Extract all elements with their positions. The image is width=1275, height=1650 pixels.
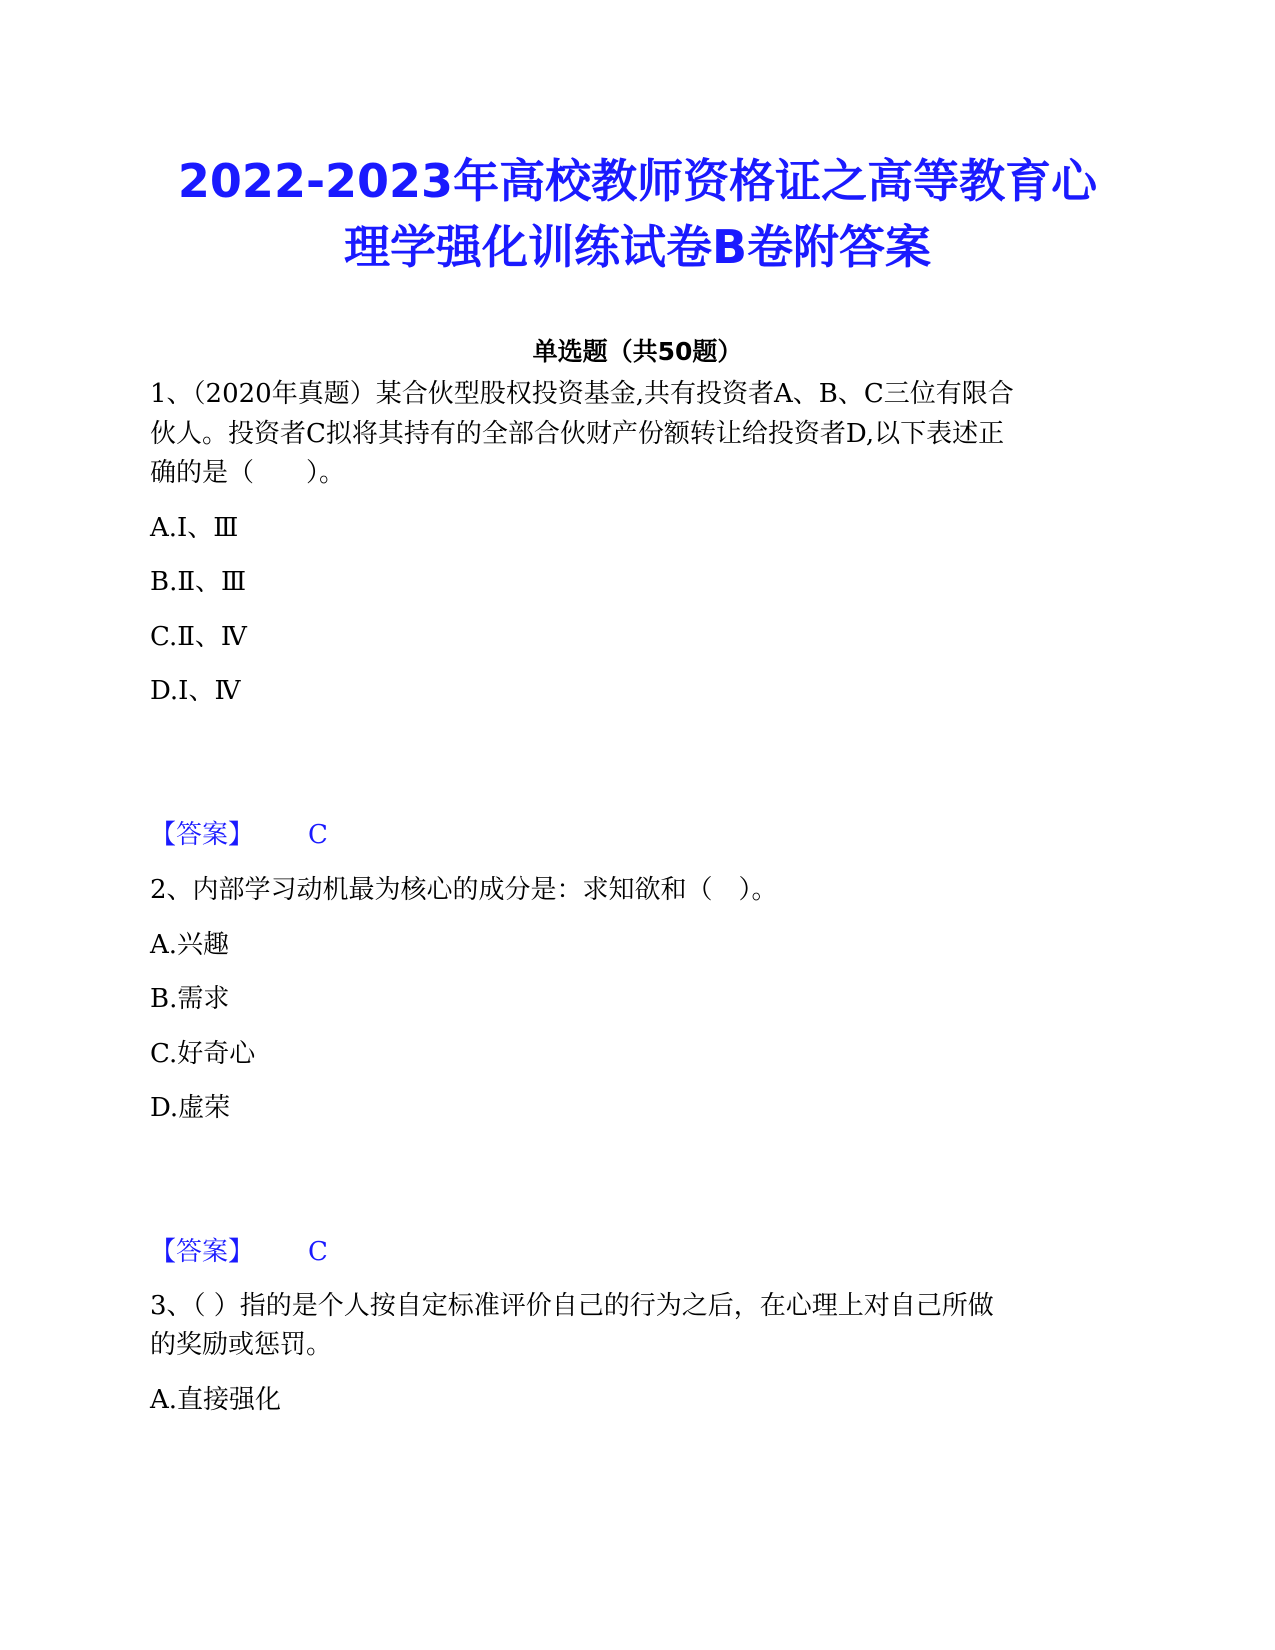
question-2-option-c: C.好奇心 — [150, 1039, 256, 1069]
question-1-option-a: A.Ⅰ、Ⅲ — [150, 513, 239, 543]
answer-label: 【答案】 — [150, 1237, 255, 1267]
answer-label: 【答案】 — [150, 820, 255, 850]
question-1-stem-line-3: 确的是（ ）。 — [150, 458, 346, 488]
question-2-option-b: B.需求 — [150, 984, 230, 1014]
section-heading: 单选题（共50题） — [532, 337, 743, 366]
answer-value: C — [308, 820, 328, 850]
question-3-stem-line-1: 3、（ ）指的是个人按自定标准评价自己的行为之后，在心理上对自己所做 — [150, 1291, 994, 1321]
question-1-stem-line-2: 伙人。投资者C拟将其持有的全部合伙财产份额转让给投资者D,以下表述正 — [150, 419, 1005, 449]
question-1-option-d: D.Ⅰ、Ⅳ — [150, 676, 241, 706]
question-2-stem-line-1: 2、内部学习动机最为核心的成分是：求知欲和（ ）。 — [150, 875, 778, 905]
question-1-stem-line-1: 1、（2020年真题）某合伙型股权投资基金,共有投资者A、B、C三位有限合 — [150, 379, 1014, 409]
question-3-option-a: A.直接强化 — [150, 1385, 282, 1415]
answer-value: C — [308, 1237, 328, 1267]
question-3-stem-line-2: 的奖励或惩罚。 — [150, 1330, 333, 1360]
question-1-answer — [150, 817, 328, 853]
document-title-line-1: 2022-2023年高校教师资格证之高等教育心 — [177, 154, 1098, 208]
document-title-line-2: 理学强化训练试卷B卷附答案 — [343, 220, 932, 274]
question-1-option-c: C.Ⅱ、Ⅳ — [150, 622, 247, 652]
question-2-answer — [150, 1234, 328, 1270]
question-2-option-a: A.兴趣 — [150, 930, 230, 960]
question-2-option-d: D.虚荣 — [150, 1093, 231, 1123]
question-1-option-b: B.Ⅱ、Ⅲ — [150, 567, 247, 597]
